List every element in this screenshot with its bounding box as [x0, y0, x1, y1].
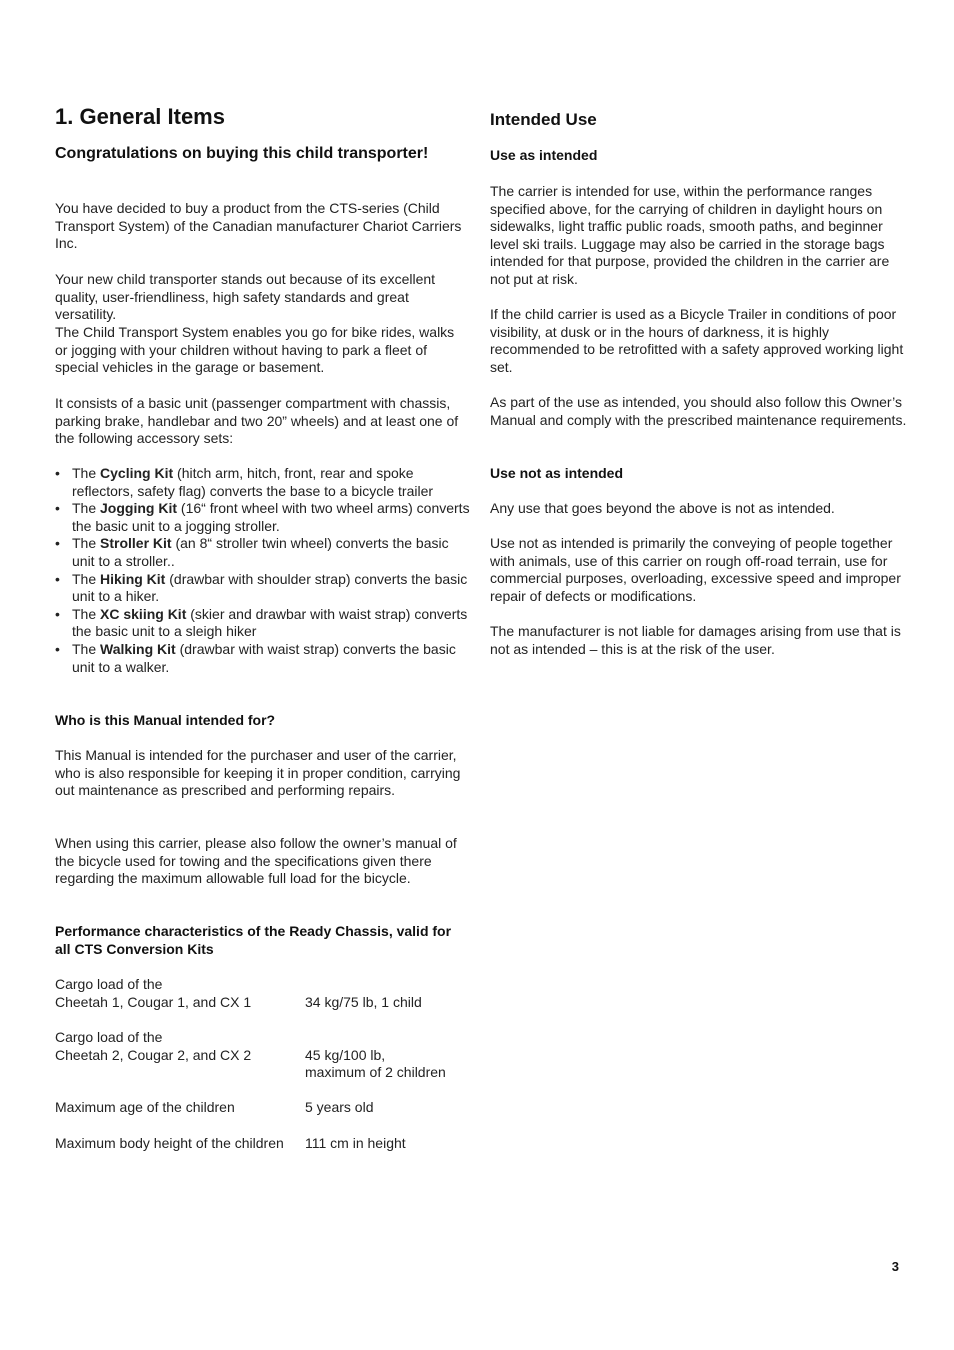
bullet: • — [55, 535, 60, 552]
intro-paragraph-2: Your new child transporter stands out because of its excellent quality, user-friendliness, high safety standards and great versatility. — [55, 271, 436, 323]
section-title: 1. General Items — [55, 104, 225, 129]
list-item-cycling-kit: • The Cycling Kit (hitch arm, hitch, front, rear and spoke reflectors, safety flag) converts the base to a bicycle trailer — [55, 465, 434, 499]
use-paragraph-3: As part of the use as intended, you should also follow this Owner’s Manual and comply with the prescribed maintenance requirements. — [490, 394, 907, 428]
spec-label: Cargo load of the — [55, 1029, 163, 1045]
notuse-paragraph-2: Use not as intended is primarily the conveying of people together with animals, use of this carrier on rough off-road terrain, use for commercial purposes, overloading, excessive speed and improper repair of defects or modifications. — [490, 535, 901, 604]
spec-label: Cargo load of the — [55, 976, 163, 992]
list-item-walking-kit: • The Walking Kit (drawbar with waist strap) converts the basic unit to a walker. — [55, 640, 456, 675]
spec-value: 5 years old — [305, 1099, 374, 1115]
spec-value: 45 kg/100 lb, — [305, 1046, 386, 1063]
bullet: • — [55, 465, 60, 481]
spec-label: Maximum age of the children — [55, 1099, 235, 1115]
spec-label: Cheetah 1, Cougar 1, and CX 1 — [55, 993, 252, 1010]
intended-use-title: Intended Use — [490, 110, 597, 129]
use-paragraph-1: The carrier is intended for use, within the performance ranges specified above, for the carrying of children in daylight hours on sidewalks, light traffic public roads, smooth paths, and beginner level ski trails. Luggage may also be carried in the storage bags intended for that purpose, provided the children in the carrier are not put at risk. — [490, 183, 890, 287]
list-item-stroller-kit: • The Stroller Kit (an 8“ stroller twin wheel) converts the basic unit to a stroller.. — [55, 535, 449, 569]
use-not-as-intended-heading: Use not as intended — [490, 465, 624, 481]
use-paragraph-2: If the child carrier is used as a Bicycle Trailer in conditions of poor visibility, at dusk or in the hours of darkness, it is highly recommended to be retrofitted with a safety approved working light set. — [490, 306, 904, 375]
list-item-hiking-kit: • The Hiking Kit (drawbar with shoulder strap) converts the basic unit to a hiker. — [55, 570, 468, 605]
page-number: 3 — [891, 1259, 899, 1274]
notuse-paragraph-1: Any use that goes beyond the above is not as intended. — [490, 500, 835, 516]
notuse-paragraph-3: The manufacturer is not liable for damages arising from use that is not as intended – this is at the risk of the user. — [490, 623, 901, 657]
list-item-xc-skiing-kit: • The XC skiing Kit (skier and drawbar with waist strap) converts the basic unit to a sleigh hiker — [55, 605, 468, 640]
manual-paragraph-1: This Manual is intended for the purchaser and user of the carrier, who is also responsible for keeping it in proper condition, carrying out maintenance as prescribed and performing repairs. — [55, 747, 461, 799]
use-as-intended-heading: Use as intended — [490, 147, 598, 163]
congrats-heading: Congratulations on buying this child transporter! — [55, 145, 429, 162]
intro-paragraph-1: You have decided to buy a product from the CTS-series (Child Transport System) of the Canadian manufacturer Chariot Carriers Inc. — [55, 200, 462, 252]
spec-value: 34 kg/75 lb, 1 child — [305, 993, 422, 1010]
bullet: • — [55, 500, 60, 517]
bullet: • — [55, 570, 60, 587]
performance-heading: Performance characteristics of the Ready Chassis, valid for all CTS Conversion Kits — [55, 923, 452, 957]
manual-heading: Who is this Manual intended for? — [55, 712, 276, 728]
spec-label: Cheetah 2, Cougar 2, and CX 2 — [55, 1046, 252, 1063]
spec-value: 111 cm in height — [305, 1135, 406, 1151]
manual-paragraph-2: When using this carrier, please also follow the owner’s manual of the bicycle used for towing and the specifications given there regarding the maximum allowable full load for the bicycle. — [55, 835, 457, 887]
intro-paragraph-4: It consists of a basic unit (passenger compartment with chassis, parking brake, handlebar and two 20” wheels) and at least one of the following accessory sets: — [55, 395, 459, 447]
bullet: • — [55, 640, 60, 657]
intro-paragraph-3: The Child Transport System enables you go for bike rides, walks or jogging with your children without having to park a fleet of special vehicles in the garage or basement. — [55, 324, 455, 376]
spec-value: maximum of 2 children — [305, 1064, 446, 1081]
list-item-jogging-kit: • The Jogging Kit (16“ front wheel with two wheel arms) converts the basic unit to a jogging stroller. — [55, 500, 470, 534]
spec-label: Maximum body height of the children — [55, 1135, 284, 1151]
accessory-kit-list — [55, 465, 470, 676]
bullet: • — [55, 605, 60, 622]
